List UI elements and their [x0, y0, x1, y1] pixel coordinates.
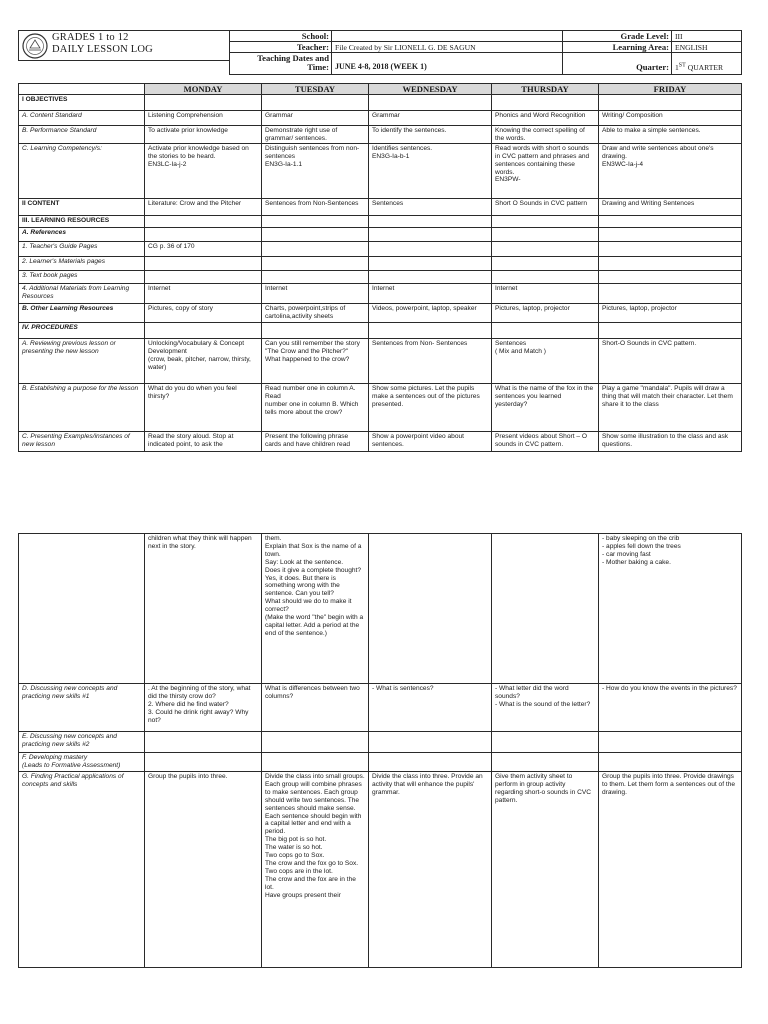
table-cell: Internet: [492, 283, 599, 303]
table-cell: Can you still remember the story "The Crow and the Pitcher?" What happened to the crow?: [262, 338, 369, 383]
grade-level-value: III: [672, 31, 742, 42]
page-2-body: [19, 534, 742, 968]
table-cell: [145, 256, 262, 270]
table-row: [19, 256, 742, 270]
table-cell: [262, 322, 369, 338]
day-header-thursday: THURSDAY: [492, 84, 599, 95]
row-label: 3. Text book pages: [19, 270, 145, 283]
table-cell: [145, 322, 262, 338]
day-header-wednesday: WEDNESDAY: [369, 84, 492, 95]
table-cell: To identify the sentences.: [369, 126, 492, 144]
table-row: [19, 270, 742, 283]
quarter-text: QUARTER: [685, 63, 724, 72]
quarter-number: 1: [675, 63, 679, 72]
table-cell: Sentences from Non-Sentences: [262, 198, 369, 215]
table-cell: [369, 256, 492, 270]
table-cell: [262, 753, 369, 772]
table-cell: Internet: [262, 283, 369, 303]
table-cell: [599, 227, 742, 241]
table-cell: [599, 283, 742, 303]
table-row: [19, 215, 742, 227]
table-cell: Read the story aloud. Stop at indicated point, to ask the: [145, 431, 262, 451]
row-label: F. Developing mastery (Leads to Formative Assessment): [19, 753, 145, 772]
row-label: B. Establishing a purpose for the lesson: [19, 383, 145, 431]
table-cell: [262, 227, 369, 241]
row-label: 4. Additional Materials from Learning Resources: [19, 283, 145, 303]
table-row: [19, 534, 742, 684]
table-cell: Play a game "mandala". Pupils will draw a thing that will match their character. Let them share it to the class: [599, 383, 742, 431]
quarter-value: [672, 53, 742, 75]
table-cell: Phonics and Word Recognition: [492, 111, 599, 126]
row-label: E. Discussing new concepts and practicing new skills #2: [19, 732, 145, 753]
table-row: [19, 753, 742, 772]
table-cell: Grammar: [369, 111, 492, 126]
table-cell: Knowing the correct spelling of the words.: [492, 126, 599, 144]
teacher-value: File Created by Sir LIONELL G. DE SAGUN: [332, 42, 563, 53]
dates-label-line-2: Time:: [307, 62, 329, 72]
table-cell: Short O Sounds in CVC pattern: [492, 198, 599, 215]
table-cell: Sentences from Non- Sentences: [369, 338, 492, 383]
table-cell: [492, 241, 599, 256]
table-cell: [262, 215, 369, 227]
table-cell: To activate prior knowledge: [145, 126, 262, 144]
quarter-superscript: ST: [678, 62, 686, 69]
table-row: [19, 227, 742, 241]
table-cell: [262, 241, 369, 256]
header-table: [229, 30, 742, 75]
day-header-monday: MONDAY: [145, 84, 262, 95]
table-cell: [599, 241, 742, 256]
dates-label: [230, 53, 332, 75]
row-label: G. Finding Practical applications of concepts and skills: [19, 772, 145, 968]
grade-level-label: Grade Level:: [563, 31, 672, 42]
table-cell: [492, 534, 599, 684]
table-cell: them. Explain that Sox is the name of a town. Say: Look at the sentence. Does it give a complete thought? Yes, it does. But there is something wrong with the sentence. Can you tell? What should we do to make it correct? (Make the word "the" begin with a capital letter. Add a period at the end of the sentence.): [262, 534, 369, 684]
table-cell: [369, 241, 492, 256]
table-cell: Show some illustration to the class and ask questions.: [599, 431, 742, 451]
table-cell: Internet: [369, 283, 492, 303]
table-cell: Give them activity sheet to perform in group activity regarding short-o sounds in CVC pattern.: [492, 772, 599, 968]
table-cell: Sentences ( Mix and Match ): [492, 338, 599, 383]
table-cell: [492, 256, 599, 270]
table-cell: Read number one in column A. Read number one in column B. Which tells more about the crow?: [262, 383, 369, 431]
table-cell: Divide the class into small groups. Each group will combine phrases to make sentences. Each group should write two sentences. The sentences should make sense. Each sentence should begin with a capital letter and end with a period. The big pot is so hot. The water is so hot. Two cops go to Sox. The crow and the fox go to Sox. Two cops are in the lot. The crow and the fox are in the lot. Have groups present their: [262, 772, 369, 968]
table-cell: [262, 95, 369, 111]
table-cell: Draw and write sentences about one's drawing. EN3WC-Ia-j-4: [599, 143, 742, 198]
table-cell: Charts, powerpoint,strips of cartolina,activity sheets: [262, 303, 369, 322]
table-row: [19, 126, 742, 144]
table-cell: Pictures, laptop, projector: [599, 303, 742, 322]
table-cell: Read words with short o sounds in CVC pattern and phrases and sentences containing these words. EN3PW-: [492, 143, 599, 198]
lesson-log-table-page-2: [18, 533, 742, 968]
row-label: B. Other Learning Resources: [19, 303, 145, 322]
brand-line-1: GRADES 1 to 12: [52, 32, 129, 43]
learning-area-value: ENGLISH: [672, 42, 742, 53]
table-cell: children what they think will happen next in the story.: [145, 534, 262, 684]
dates-value: JUNE 4-8, 2018 (WEEK 1): [332, 53, 563, 75]
table-cell: Listening Comprehension: [145, 111, 262, 126]
table-cell: Present videos about Short – O sounds in CVC pattern.: [492, 431, 599, 451]
table-cell: Sentences: [369, 198, 492, 215]
row-label: I OBJECTIVES: [19, 95, 145, 111]
row-label: C. Presenting Examples/instances of new lesson: [19, 431, 145, 451]
table-row: [19, 95, 742, 111]
table-cell: [492, 732, 599, 753]
day-header-friday: FRIDAY: [599, 84, 742, 95]
table-cell: [145, 215, 262, 227]
table-row: [19, 772, 742, 968]
brand-title: [52, 32, 153, 56]
table-cell: Distinguish sentences from non-sentences EN3G-Ia-1.1: [262, 143, 369, 198]
table-cell: Internet: [145, 283, 262, 303]
table-row: [19, 143, 742, 198]
table-cell: Grammar: [262, 111, 369, 126]
page-1-body: [19, 95, 742, 452]
table-cell: [262, 270, 369, 283]
row-label: II CONTENT: [19, 198, 145, 215]
table-cell: Identifies sentences. EN3G-Ia-b-1: [369, 143, 492, 198]
table-cell: [599, 270, 742, 283]
table-cell: Divide the class into three. Provide an activity that will enhance the pupils' grammar.: [369, 772, 492, 968]
table-cell: Activate prior knowledge based on the stories to be heard. EN3LC-Ia-j-2: [145, 143, 262, 198]
table-row: [19, 111, 742, 126]
table-cell: Demonstrate right use of grammar/ sentences.: [262, 126, 369, 144]
row-label: 2. Learner's Materials pages: [19, 256, 145, 270]
table-cell: [599, 215, 742, 227]
table-cell: Able to make a simple sentences.: [599, 126, 742, 144]
quarter-label: Quarter:: [563, 53, 672, 75]
table-cell: Unlocking/Vocabulary & Concept Development (crow, beak, pitcher, narrow, thirsty, water): [145, 338, 262, 383]
table-row: [19, 322, 742, 338]
table-row: [19, 732, 742, 753]
table-cell: [145, 753, 262, 772]
table-cell: Drawing and Writing Sentences: [599, 198, 742, 215]
table-row: [19, 198, 742, 215]
table-cell: [599, 753, 742, 772]
table-cell: [369, 270, 492, 283]
table-cell: [599, 732, 742, 753]
row-label: C. Learning Competency/s:: [19, 143, 145, 198]
table-cell: - baby sleeping on the crib - apples fell down the trees - car moving fast - Mother baking a cake.: [599, 534, 742, 684]
table-cell: [369, 732, 492, 753]
table-cell: Short-O Sounds in CVC pattern.: [599, 338, 742, 383]
row-label: D. Discussing new concepts and practicing new skills #1: [19, 684, 145, 732]
day-header-tuesday: TUESDAY: [262, 84, 369, 95]
table-cell: [492, 753, 599, 772]
row-label: B. Performance Standard: [19, 126, 145, 144]
table-cell: - What letter did the word sounds? - What is the sound of the letter?: [492, 684, 599, 732]
table-cell: [492, 215, 599, 227]
table-cell: [492, 227, 599, 241]
row-label: IV. PROCEDURES: [19, 322, 145, 338]
table-cell: Videos, powerpoint, laptop, speaker: [369, 303, 492, 322]
table-cell: [369, 322, 492, 338]
row-label: III. LEARNING RESOURCES: [19, 215, 145, 227]
learning-area-label: Learning Area:: [563, 42, 672, 53]
table-cell: [599, 95, 742, 111]
table-cell: CG p. 36 of 170: [145, 241, 262, 256]
table-cell: Show a powerpoint video about sentences.: [369, 431, 492, 451]
table-cell: [369, 753, 492, 772]
table-cell: [262, 732, 369, 753]
table-cell: Pictures, laptop, projector: [492, 303, 599, 322]
table-cell: What is differences between two columns?: [262, 684, 369, 732]
table-cell: [145, 732, 262, 753]
table-cell: Present the following phrase cards and have children read: [262, 431, 369, 451]
table-cell: Group the pupils into three. Provide drawings to them. Let them form a sentences out of the drawing.: [599, 772, 742, 968]
table-cell: Literature: Crow and the Pitcher: [145, 198, 262, 215]
table-row: [19, 431, 742, 451]
school-value: [332, 31, 563, 42]
table-cell: [492, 322, 599, 338]
table-row: [19, 338, 742, 383]
table-cell: What do you do when you feel thirsty?: [145, 383, 262, 431]
table-cell: Show some pictures. Let the pupils make a sentences out of the pictures presented.: [369, 383, 492, 431]
table-cell: [599, 322, 742, 338]
lesson-log-table-page-1: [18, 83, 742, 452]
table-cell: [145, 227, 262, 241]
table-cell: [145, 95, 262, 111]
table-cell: [369, 95, 492, 111]
deped-seal-icon: [22, 33, 48, 59]
table-cell: [492, 270, 599, 283]
table-cell: . At the beginning of the story, what did the thirsty crow do? 2. Where did he find water? 3. Could he drink right away? Why not?: [145, 684, 262, 732]
day-header-row: [19, 84, 742, 95]
table-cell: [369, 227, 492, 241]
table-cell: [145, 270, 262, 283]
table-cell: [599, 256, 742, 270]
row-label: [19, 534, 145, 684]
row-label: A. References: [19, 227, 145, 241]
table-cell: Writing/ Composition: [599, 111, 742, 126]
row-label: A. Reviewing previous lesson or presenting the new lesson: [19, 338, 145, 383]
table-cell: What is the name of the fox in the sentences you learned yesterday?: [492, 383, 599, 431]
table-row: [19, 283, 742, 303]
table-row: [19, 383, 742, 431]
table-cell: [492, 95, 599, 111]
brand-line-2: DAILY LESSON LOG: [52, 44, 153, 55]
table-cell: [369, 534, 492, 684]
table-cell: Group the pupils into three.: [145, 772, 262, 968]
table-cell: - How do you know the events in the pictures?: [599, 684, 742, 732]
table-row: [19, 684, 742, 732]
table-row: [19, 303, 742, 322]
table-cell: [262, 256, 369, 270]
table-cell: Pictures, copy of story: [145, 303, 262, 322]
row-label: A. Content Standard: [19, 111, 145, 126]
dates-label-line-1: Teaching Dates and: [257, 53, 329, 63]
school-label: School:: [230, 31, 332, 42]
table-cell: - What is sentences?: [369, 684, 492, 732]
row-label: 1. Teacher's Guide Pages: [19, 241, 145, 256]
table-row: [19, 241, 742, 256]
teacher-label: Teacher:: [230, 42, 332, 53]
day-header-corner: [19, 84, 145, 95]
table-cell: [369, 215, 492, 227]
